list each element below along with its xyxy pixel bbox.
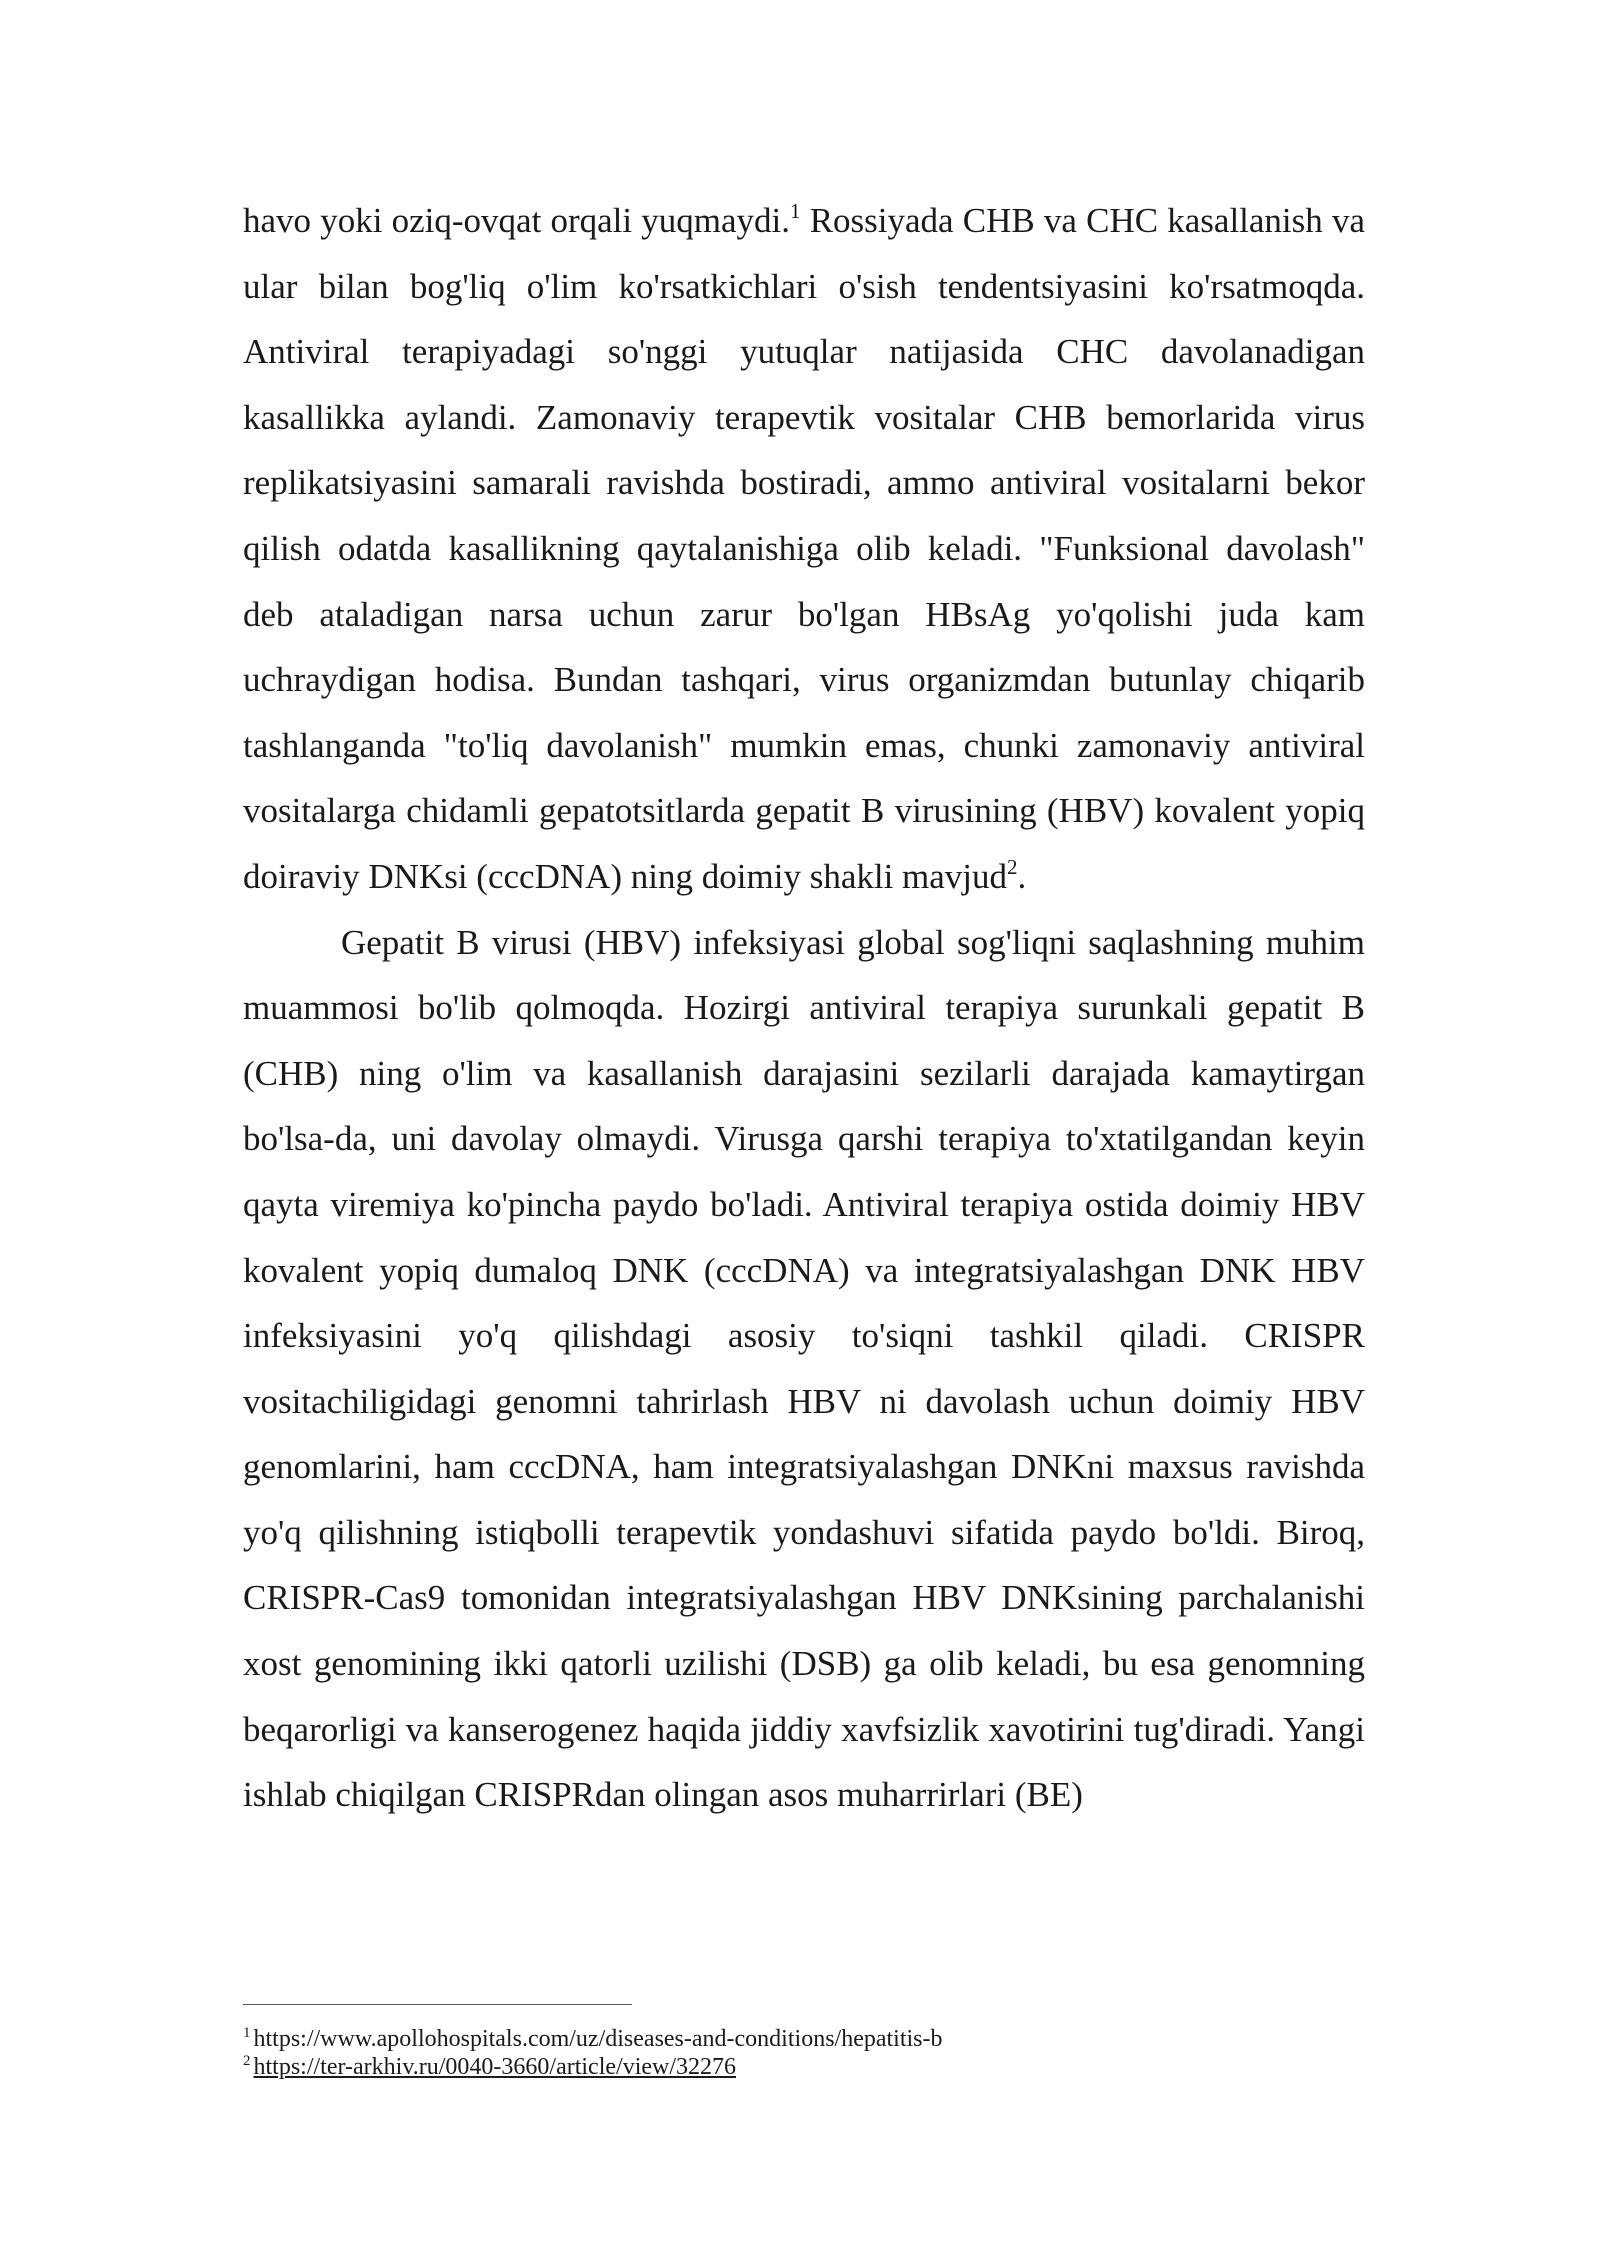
footnotes [243,2025,1365,2081]
paragraph-1 [243,188,1365,910]
paragraph-2: Gepatit B virusi (HBV) infeksiyasi global sog'liqni saqlashning muhim muammosi bo'lib qolmoqda. Hozirgi antiviral terapiya surunkali gepatit B (CHB) ning o'lim va kasallanish darajasini sezilarli darajada kamaytirgan bo'lsa-da, uni davolay olmaydi. Virusga qarshi terapiya to'xtatilgandan keyin qayta viremiya ko'pincha paydo bo'ladi. Antiviral terapiya ostida doimiy HBV kovalent yopiq dumaloq DNK (cccDNA) va integratsiyalashgan DNK HBV infeksiyasini yo'q qilishdagi asosiy to'siqni tashkil qiladi. CRISPR vositachiligidagi genomni tahrirlash HBV ni davolash uchun doimiy HBV genomlarini, ham cccDNA, ham integratsiyalashgan DNKni maxsus ravishda yo'q qilishning istiqbolli terapevtik yondashuvi sifatida paydo bo'ldi. Biroq, CRISPR-Cas9 tomonidan integratsiyalashgan HBV DNKsining parchalanishi xost genomining ikki qatorli uzilishi (DSB) ga olib keladi, bu esa genomning beqarorligi va kanserogenez haqida jiddiy xavfsizlik xavotirini tug'diradi. Yangi ishlab chiqilgan CRISPRdan olingan asos muharrirlari (BE) [243,922,1365,1815]
paragraph-1-text-a: havo yoki oziq-ovqat orqali yuqmaydi. [243,201,791,240]
paragraph-1-text-b: Rossiyada CHB va CHC kasallanish va ular bilan bog'liq o'lim ko'rsatkichlari o'sish tendentsiyasini ko'rsatmoqda. Antiviral terapiyadagi so'nggi yutuqlar natijasida CHC davolanadigan kasallikka aylandi. Zamonaviy terapevtik vositalar CHB bemorlarida virus replikatsiyasini samarali ravishda bostiradi, ammo antiviral vositalarni bekor qilish odatda kasallikning qaytalanishiga olib keladi. "Funksional davolash" deb ataladigan narsa uchun zarur bo'lgan HBsAg yo'qolishi juda kam uchraydigan hodisa. Bundan tashqari, virus organizmdan butunlay chiqarib tashlanganda "to'liq davolanish" mumkin emas, chunki zamonaviy antiviral vositalarga chidamli gepatotsitlarda gepatit B virusining (HBV) kovalent yopiq doiraviy DNKsi (cccDNA) ning doimiy shakli mavjud [243,201,1365,896]
footnote-1-link[interactable]: https://www.apollohospitals.com/uz/diseases-and-conditions/hepatitis-b [253,2026,943,2052]
paragraph-1-text-c: . [1017,856,1027,896]
footnote-2 [243,2053,1365,2081]
footnote-1-marker: 1 [243,2025,251,2041]
body-text [243,188,1365,1828]
footnote-1 [243,2025,1365,2053]
footnote-2-link[interactable]: https://ter-arkhiv.ru/0040-3660/article/view/32276 [253,2054,737,2080]
footnote-reference-2[interactable]: 2 [1007,854,1018,879]
footnote-reference-1[interactable]: 1 [790,199,801,223]
footnote-separator [243,2004,632,2005]
footnote-2-marker: 2 [243,2053,251,2069]
